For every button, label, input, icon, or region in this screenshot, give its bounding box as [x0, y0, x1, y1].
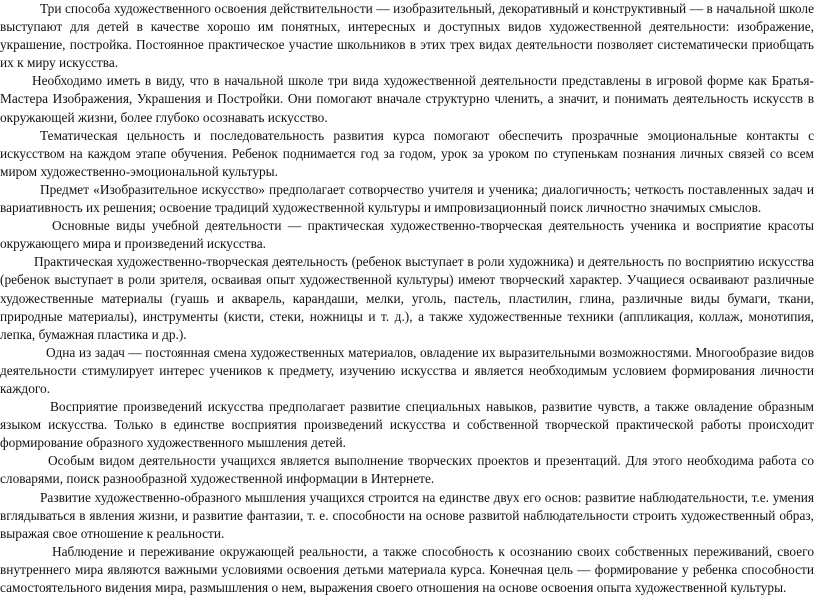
paragraph-8: Восприятие произведений искусства предполагает развитие специальных навыков, развитие чувств, а также овладение образным языком искусства. Только в единстве восприятия произведений искусства и собственной творческой практической работы происходит формирование образного художественного мышления детей.	[0, 399, 814, 451]
paragraph-3: Тематическая цельность и последовательность развития курса помогают обеспечить прозрачные эмоциональные контакты с искусством на каждом этапе обучения. Ребенок поднимается год за годом, урок за уроком по ступенькам познания личных связей со всем миром художественно-эмоциональной культуры.	[0, 127, 814, 179]
paragraph-1: Три способа художественного освоения действительности — изобразительный, декоративный и конструктивный — в начальной школе выступают для детей в качестве хорошо им понятных, интересных и доступных видов художественной деятельности: изображение, украшение, постройка. Постоянное практическое участие школьников в этих трех видах деятельности позволяет систематически приобщать их к миру искусства.	[0, 1, 814, 71]
paragraph-7: Одна из задач — постоянная смена художественных материалов, овладение их выразительными возможностями. Многообразие видов деятельности стимулирует интерес учеников к предмету, изучению искусства и является необходимым условием формирования личности каждого.	[0, 344, 814, 396]
paragraph-6: Практическая художественно-творческая деятельность (ребенок выступает в роли художника) и деятельность по восприятию искусства (ребенок выступает в роли зрителя, осваивая опыт художественной культуры) имеют творческий характер. Учащиеся осваивают различные художественные материалы (гуашь и акварель, карандаши, мелки, уголь, пастель, пластилин, глина, различные виды бумаги, ткани, природные материалы), инструменты (кисти, стеки, ножницы и т. д.), а также художественные техники (аппликация, коллаж, монотипия, лепка, бумажная пластика и др.).	[0, 254, 814, 342]
paragraph-11: Наблюдение и переживание окружающей реальности, а также способность к осознанию своих собственных переживаний, своего внутреннего мира являются важными условиями освоения детьми материала курса. Конечная цель — формирование у ребенка способности самостоятельного видения мира, размышления о нем, выражения своего отношения на основе освоения опыта художественной культуры.	[0, 543, 814, 595]
paragraph-2: Необходимо иметь в виду, что в начальной школе три вида художественной деятельности представлены в игровой форме как Братья-Мастера Изображения, Украшения и Постройки. Они помогают вначале структурно членить, а значит, и понимать деятельность искусств в окружающей жизни, более глубоко осознавать искусство.	[0, 73, 814, 125]
paragraph-5: Основные виды учебной деятельности — практическая художественно-творческая деятельность ученика и восприятие красоты окружающего мира и произведений искусства.	[0, 218, 814, 252]
paragraph-10: Развитие художественно-образного мышления учащихся строится на единстве двух его основ: развитие наблюдательности, т.е. умения вглядываться в явления жизни, и развитие фантазии, т. е. способности на основе развитой наблюдательности строить художественный образ, выражая свое отношение к реальности.	[0, 489, 814, 541]
paragraph-4: Предмет «Изобразительное искусство» предполагает сотворчество учителя и ученика; диалогичность; четкость поставленных задач и вариативность их решения; освоение традиций художественной культуры и импровизационный поиск личностно значимых смыслов.	[0, 181, 814, 216]
paragraph-9: Особым видом деятельности учащихся является выполнение творческих проектов и презентаций. Для этого необходима работа со словарями, поиск разнообразной художественной информации в Интернете.	[0, 453, 814, 487]
